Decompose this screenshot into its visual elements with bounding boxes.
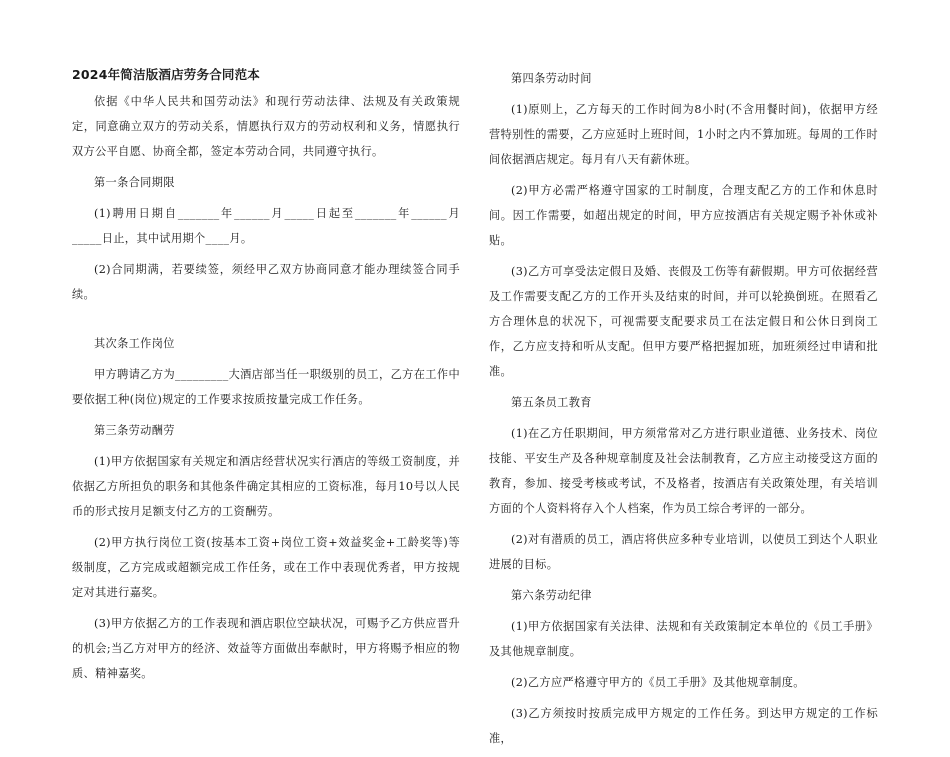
article-4-clause-2: (2)甲方必需严格遵守国家的工时制度，合理支配乙方的工作和休息时间。因工作需要，如超出规定的时间，甲方应按酒店有关规定赐予补休或补贴。 [489,184,878,247]
spacer [72,313,460,331]
article-3-heading: 第三条劳动酬劳 [94,424,175,437]
article-4-clause-1: (1)原则上，乙方每天的工作时间为8小时(不含用餐时间)，依据甲方经营特别性的需要，乙方应延时上班时间，1小时之内不算加班。每周的工作时间依据酒店规定。每月有八天有薪休班。 [489,103,878,166]
left-column [72,66,460,692]
article-1-clause-2: (2)合同期满，若要续签，须经甲乙双方协商同意才能办理续签合同手续。 [72,263,460,301]
article-1-clause-1: (1)聘用日期自_______年______月_____日起至_______年______月_____日止，其中试用期个____月。 [72,207,460,245]
article-2-body: 甲方聘请乙方为_________大酒店部当任一职级别的员工，乙方在工作中要依据工种(岗位)规定的工作要求按质按量完成工作任务。 [72,368,460,406]
article-5-clause-2: (2)对有潜质的员工，酒店将供应多种专业培训，以使员工到达个人职业进展的目标。 [489,533,878,571]
article-6-clause-2: (2)乙方应严格遵守甲方的《员工手册》及其他规章制度。 [511,676,805,689]
intro-paragraph: 依据《中华人民共和国劳动法》和现行劳动法律、法规及有关政策规定，同意确立双方的劳动关系，情愿执行双方的劳动权利和义务，情愿执行双方公平自愿、协商全都，签定本劳动合同，共同遵守执行。 [72,95,460,158]
article-3-clause-3: (3)甲方依据乙方的工作表现和酒店职位空缺状况，可赐予乙方供应晋升的机会;当乙方对甲方的经济、效益等方面做出奉献时，甲方将赐予相应的物质、精神嘉奖。 [72,617,460,680]
article-6-heading: 第六条劳动纪律 [511,589,592,602]
article-5-clause-1: (1)在乙方任职期间，甲方须常常对乙方进行职业道德、业务技术、岗位技能、平安生产及各种规章制度及社会法制教育，乙方应主动接受这方面的教育，参加、接受考核或考试，不及格者，按酒店有关政策处理，有关培训方面的个人资料将存入个人档案，作为员工综合考评的一部分。 [489,427,878,515]
article-1-heading: 第一条合同期限 [94,176,175,189]
article-4-clause-3: (3)乙方可享受法定假日及婚、丧假及工伤等有薪假期。甲方可依据经营及工作需要支配乙方的工作开头及结束的时间，并可以轮换倒班。在照看乙方合理休息的状况下，可视需要支配要求员工在法定假日和公休日到岗工作，乙方应支持和听从支配。但甲方要严格把握加班，加班须经过申请和批准。 [489,265,878,378]
article-5-heading: 第五条员工教育 [511,396,592,409]
article-6-clause-3: (3)乙方须按时按质完成甲方规定的工作任务。到达甲方规定的工作标准， [489,707,878,745]
document-title: 2024年简洁版酒店劳务合同范本 [72,67,260,82]
article-3-clause-2: (2)甲方执行岗位工资(按基本工资+岗位工资+效益奖金+工龄奖等)等级制度，乙方完成或超额完成工作任务，或在工作中表现优秀者，甲方按规定对其进行嘉奖。 [72,536,460,599]
article-4-heading: 第四条劳动时间 [511,72,592,85]
article-3-clause-1: (1)甲方依据国家有关规定和酒店经营状况实行酒店的等级工资制度，并依据乙方所担负的职务和其他条件确定其相应的工资标准，每月10号以人民币的形式按月足额支付乙方的工资酬劳。 [72,455,460,518]
article-2-heading: 其次条工作岗位 [94,337,175,350]
article-6-clause-1: (1)甲方依据国家有关法律、法规和有关政策制定本单位的《员工手册》及其他规章制度。 [489,620,878,658]
right-column [489,66,878,757]
